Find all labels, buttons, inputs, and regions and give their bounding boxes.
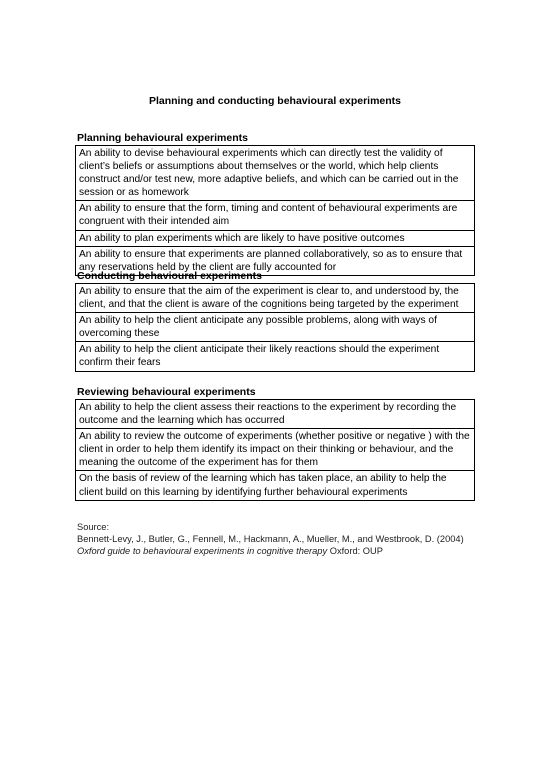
table-row: On the basis of review of the learning which has taken place, an ability to help the client build on this learning by identifying further behavioural experiments	[76, 470, 474, 499]
source-book-title: Oxford guide to behavioural experiments in cognitive therapy	[77, 546, 328, 556]
table-row: An ability to help the client anticipate their likely reactions should the experiment confirm their fears	[76, 341, 474, 370]
table-row: An ability to ensure that the aim of the experiment is clear to, and understood by, the client, and that the client is aware of the cognitions being targeted by the experiment	[79, 286, 459, 311]
table-row: An ability to review the outcome of experiments (whether positive or negative ) with the client in order to help them identify its impact on their thinking or behaviour, and the meaning the outcome of the experiment has for them	[76, 428, 474, 470]
section-heading-conducting: Conducting behavioural experiments	[77, 270, 262, 282]
table-row: An ability to ensure that the form, timing and content of behavioural experiments are congruent with their intended aim	[76, 200, 474, 229]
source-authors: Bennett-Levy, J., Butler, G., Fennell, M., Hackmann, A., Mueller, M., and Westbrook, D. (2004)	[77, 534, 464, 544]
source-label: Source:	[77, 522, 110, 532]
source-publisher: Oxford: OUP	[327, 546, 383, 556]
table-row: An ability to devise behavioural experiments which can directly test the validity of client’s beliefs or assumptions about themselves or the world, which help clients construct and/or test new, more adaptive beliefs, and which can be carried out in the session or as homework	[79, 148, 459, 199]
source-book-line	[77, 545, 464, 557]
table-row: An ability to help the client assess their reactions to the experiment by recording the outcome and the learning which has occurred	[79, 402, 457, 427]
page-title: Planning and conducting behavioural experiments	[148, 95, 402, 107]
competence-table-conducting	[75, 283, 475, 372]
competence-table-reviewing	[75, 399, 475, 501]
section-heading-reviewing: Reviewing behavioural experiments	[77, 386, 256, 398]
table-row: An ability to plan experiments which are likely to have positive outcomes	[76, 230, 474, 246]
section-heading-planning: Planning behavioural experiments	[77, 132, 248, 144]
competence-table-planning	[75, 145, 475, 276]
table-row: An ability to help the client anticipate any possible problems, along with ways of overcoming these	[76, 312, 474, 341]
source-citation	[77, 521, 464, 557]
table-row: An ability to ensure that experiments are planned collaboratively, so as to ensure that any reservations held by the client are fully accounted for	[76, 246, 474, 275]
